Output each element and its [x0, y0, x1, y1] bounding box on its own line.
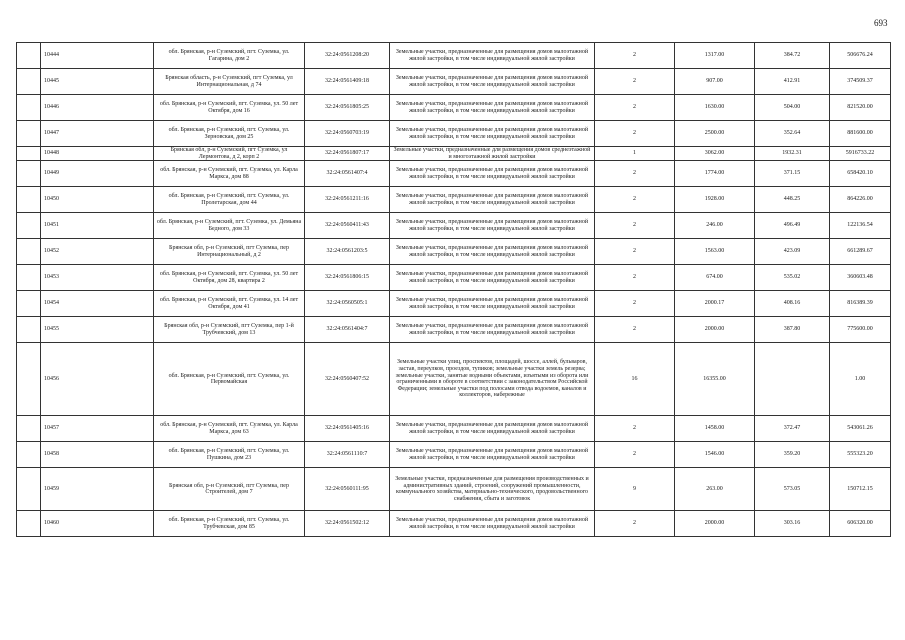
area-cell: 2000.17	[675, 291, 755, 317]
land-use-cell: Земельные участки, предназначенные для размещения домов малоэтажной жилой застройки, в том числе индивидуальной жилой застройки	[390, 43, 595, 69]
address-cell: обл. Брянская, р-н Суземский, пгт. Суземка, ул. Трубчевская, дом 85	[154, 511, 305, 537]
cadastral-number-cell: 32:24:0561405:16	[305, 416, 390, 442]
row-number-cell: 10454	[41, 291, 154, 317]
specific-value-cell	[755, 343, 830, 416]
row-number-cell: 10445	[41, 69, 154, 95]
use-group-cell: 2	[595, 95, 675, 121]
address-cell: обл. Брянская, р-н Суземский, пгт. Суземка, ул. Карла Маркса, дом 63	[154, 416, 305, 442]
land-use-cell: Земельные участки, предназначенные для размещения домов малоэтажной жилой застройки, в том числе индивидуальной жилой застройки	[390, 511, 595, 537]
address-cell: обл. Брянская, р-н Суземский, пгт. Суземка, ул. 14 лет Октября, дом 41	[154, 291, 305, 317]
area-cell: 1774.00	[675, 161, 755, 187]
use-group-cell: 2	[595, 213, 675, 239]
row-number-cell: 10449	[41, 161, 154, 187]
address-cell: Брянская обл, р-н Суземский, пгт Суземка, пер Интернациональный, д 2	[154, 239, 305, 265]
use-group-cell: 9	[595, 468, 675, 511]
row-spacer-cell	[17, 468, 41, 511]
use-group-cell: 16	[595, 343, 675, 416]
cadastral-number-cell: 32:24:0561502:12	[305, 511, 390, 537]
cadastral-number-cell: 32:24:0561806:15	[305, 265, 390, 291]
cadastral-value-cell: 864226.00	[830, 187, 891, 213]
specific-value-cell: 371.15	[755, 161, 830, 187]
row-spacer-cell	[17, 43, 41, 69]
row-number-cell: 10446	[41, 95, 154, 121]
row-spacer-cell	[17, 95, 41, 121]
land-use-cell: Земельные участки, предназначенные для размещения домов малоэтажной жилой застройки, в том числе индивидуальной жилой застройки	[390, 95, 595, 121]
row-number-cell: 10459	[41, 468, 154, 511]
row-spacer-cell	[17, 121, 41, 147]
land-use-cell: Земельные участки, предназначенные для размещения домов малоэтажной жилой застройки, в том числе индивидуальной жилой застройки	[390, 187, 595, 213]
table-row	[17, 95, 891, 121]
use-group-cell: 2	[595, 69, 675, 95]
row-spacer-cell	[17, 187, 41, 213]
use-group-cell: 2	[595, 239, 675, 265]
table-row	[17, 213, 891, 239]
table-body	[17, 43, 891, 537]
specific-value-cell: 412.91	[755, 69, 830, 95]
specific-value-cell: 423.09	[755, 239, 830, 265]
cadastral-value-cell: 122136.54	[830, 213, 891, 239]
cadastral-value-cell: 5916733.22	[830, 147, 891, 161]
specific-value-cell: 372.47	[755, 416, 830, 442]
land-use-cell: Земельные участки, предназначенные для размещения домов малоэтажной жилой застройки, в том числе индивидуальной жилой застройки	[390, 317, 595, 343]
use-group-cell: 2	[595, 43, 675, 69]
table-row	[17, 147, 891, 161]
row-number-cell: 10447	[41, 121, 154, 147]
land-use-cell: Земельные участки, предназначенные для размещения домов малоэтажной жилой застройки, в том числе индивидуальной жилой застройки	[390, 121, 595, 147]
row-number-cell: 10450	[41, 187, 154, 213]
area-cell: 1563.00	[675, 239, 755, 265]
land-use-cell: Земельные участки улиц, проспектов, площадей, шоссе, аллей, бульваров, застав, переулков, проездов, тупиков; земельные участки земель резерва; земельные участки, занятые водными объектами, изъятыми из оборота или ограниченными в обороте в соответствии с законодательством Российской Федерации; земельные участки под полосами отвода водоемов, каналов и коллекторов, набережные	[390, 343, 595, 416]
address-cell: Брянская область, р-н Суземский, пгт Суземка, ул Интернациональная, д 74	[154, 69, 305, 95]
cadastral-value-cell: 821520.00	[830, 95, 891, 121]
row-spacer-cell	[17, 161, 41, 187]
cadastral-value-cell: 1.00	[830, 343, 891, 416]
row-spacer-cell	[17, 511, 41, 537]
table-row	[17, 468, 891, 511]
table-row	[17, 121, 891, 147]
cadastral-number-cell: 32:24:0561409:18	[305, 69, 390, 95]
row-spacer-cell	[17, 265, 41, 291]
table-row	[17, 187, 891, 213]
use-group-cell: 2	[595, 317, 675, 343]
row-spacer-cell	[17, 69, 41, 95]
cadastral-number-cell: 32:24:0560407:52	[305, 343, 390, 416]
use-group-cell: 2	[595, 265, 675, 291]
specific-value-cell: 352.64	[755, 121, 830, 147]
cadastral-value-cell: 150712.15	[830, 468, 891, 511]
specific-value-cell: 448.25	[755, 187, 830, 213]
address-cell: обл. Брянская, р-н Суземский, пгт. Суземка, ул. Карла Маркса, дом 88	[154, 161, 305, 187]
cadastral-number-cell: 32:24:0561203:5	[305, 239, 390, 265]
cadastral-number-cell: 32:24:0561807:17	[305, 147, 390, 161]
address-cell: обл. Брянская, р-н Суземский, пгт. Суземка, ул. Гагарина, дом 2	[154, 43, 305, 69]
cadastral-number-cell: 32:24:0561211:16	[305, 187, 390, 213]
row-spacer-cell	[17, 343, 41, 416]
area-cell: 907.00	[675, 69, 755, 95]
table-row	[17, 43, 891, 69]
specific-value-cell: 303.16	[755, 511, 830, 537]
use-group-cell: 2	[595, 291, 675, 317]
area-cell: 16355.00	[675, 343, 755, 416]
row-number-cell: 10460	[41, 511, 154, 537]
row-number-cell: 10455	[41, 317, 154, 343]
row-spacer-cell	[17, 213, 41, 239]
specific-value-cell: 408.16	[755, 291, 830, 317]
area-cell: 263.00	[675, 468, 755, 511]
table-row	[17, 161, 891, 187]
cadastral-number-cell: 32:24:0561208:20	[305, 43, 390, 69]
row-number-cell: 10457	[41, 416, 154, 442]
specific-value-cell: 496.49	[755, 213, 830, 239]
area-cell: 1546.00	[675, 442, 755, 468]
area-cell: 2500.00	[675, 121, 755, 147]
specific-value-cell: 359.20	[755, 442, 830, 468]
table-row	[17, 69, 891, 95]
address-cell: обл. Брянская, р-н Суземский, пгт. Суземка, ул. Пушкина, дом 23	[154, 442, 305, 468]
land-use-cell: Земельные участки, предназначенные для размещения домов малоэтажной жилой застройки, в том числе индивидуальной жилой застройки	[390, 161, 595, 187]
address-cell: обл. Брянская, р-н Суземский, пгт. Суземка, ул. 50 лет Октября, дом 28, квартира 2	[154, 265, 305, 291]
land-use-cell: Земельные участки, предназначенные для размещения производственных и административных зданий, строений, сооружений промышленности, коммунального хозяйства, материально-технического, продовольственного снабжения, сбыта и заготовок	[390, 468, 595, 511]
land-use-cell: Земельные участки, предназначенные для размещения домов малоэтажной жилой застройки, в том числе индивидуальной жилой застройки	[390, 265, 595, 291]
use-group-cell: 1	[595, 147, 675, 161]
area-cell: 246.00	[675, 213, 755, 239]
specific-value-cell: 387.80	[755, 317, 830, 343]
area-cell: 1928.00	[675, 187, 755, 213]
row-spacer-cell	[17, 239, 41, 265]
cadastral-number-cell: 32:24:0560411:43	[305, 213, 390, 239]
specific-value-cell: 1932.31	[755, 147, 830, 161]
use-group-cell: 2	[595, 161, 675, 187]
row-spacer-cell	[17, 416, 41, 442]
cadastral-value-cell: 543061.26	[830, 416, 891, 442]
row-spacer-cell	[17, 147, 41, 161]
use-group-cell: 2	[595, 442, 675, 468]
area-cell: 1630.00	[675, 95, 755, 121]
cadastral-value-cell: 775600.00	[830, 317, 891, 343]
table-row	[17, 416, 891, 442]
land-use-cell: Земельные участки, предназначенные для размещения домов малоэтажной жилой застройки, в том числе индивидуальной жилой застройки	[390, 213, 595, 239]
cadastral-value-cell: 374509.37	[830, 69, 891, 95]
row-number-cell: 10453	[41, 265, 154, 291]
area-cell: 2000.00	[675, 317, 755, 343]
table-row	[17, 291, 891, 317]
cadastral-value-cell: 606320.00	[830, 511, 891, 537]
row-spacer-cell	[17, 291, 41, 317]
table-row	[17, 265, 891, 291]
cadastral-value-cell: 658420.10	[830, 161, 891, 187]
cadastral-number-cell: 32:24:0560505:1	[305, 291, 390, 317]
cadastral-number-cell: 32:24:0561404:7	[305, 317, 390, 343]
area-cell: 3062.00	[675, 147, 755, 161]
row-number-cell: 10444	[41, 43, 154, 69]
address-cell: обл. Брянская, р-н Суземский, пгт. Суземка, ул. 50 лет Октября, дом 16	[154, 95, 305, 121]
specific-value-cell: 535.02	[755, 265, 830, 291]
use-group-cell: 2	[595, 187, 675, 213]
use-group-cell: 2	[595, 511, 675, 537]
area-cell: 1317.00	[675, 43, 755, 69]
cadastral-value-cell: 555323.20	[830, 442, 891, 468]
address-cell: Брянская обл, р-н Суземский, пгт Суземка, ул Лермонтова, д 2, корп 2	[154, 147, 305, 161]
cadastral-number-cell: 32:24:0560111:95	[305, 468, 390, 511]
row-number-cell: 10456	[41, 343, 154, 416]
table-row	[17, 317, 891, 343]
land-use-cell: Земельные участки, предназначенные для размещения домов малоэтажной жилой застройки, в том числе индивидуальной жилой застройки	[390, 416, 595, 442]
cadastral-number-cell: 32:24:0561805:25	[305, 95, 390, 121]
cadastral-number-cell: 32:24:0561110:7	[305, 442, 390, 468]
address-cell: обл. Брянская, р-н Суземский, пгт. Суземка, ул. Первомайская	[154, 343, 305, 416]
address-cell: обл. Брянская, р-н Суземский, пгт. Суземка, ул. Зерновская, дом 25	[154, 121, 305, 147]
cadastral-number-cell: 32:24:0561407:4	[305, 161, 390, 187]
area-cell: 2000.00	[675, 511, 755, 537]
address-cell: обл. Брянская, р-н Суземский, пгт. Суземка, ул. Пролетарская, дом 44	[154, 187, 305, 213]
land-use-cell: Земельные участки, предназначенные для размещения домов малоэтажной жилой застройки, в том числе индивидуальной жилой застройки	[390, 239, 595, 265]
page-number: 693	[874, 18, 888, 28]
row-number-cell: 10452	[41, 239, 154, 265]
land-use-cell: Земельные участки, предназначенные для размещения домов малоэтажной жилой застройки, в том числе индивидуальной жилой застройки	[390, 291, 595, 317]
table-row	[17, 343, 891, 416]
specific-value-cell: 573.05	[755, 468, 830, 511]
address-cell: Брянская обл, р-н Суземский, пгт Суземка, пер Строителей, дом 7	[154, 468, 305, 511]
address-cell: Брянская обл, р-н Суземский, пгт Суземка, пер 1-й Трубчевский, дом 13	[154, 317, 305, 343]
row-number-cell: 10451	[41, 213, 154, 239]
cadastral-value-cell: 816389.39	[830, 291, 891, 317]
cadastral-number-cell: 32:24:0560703:19	[305, 121, 390, 147]
land-use-cell: Земельные участки, предназначенные для размещения домов среднеэтажной и многоэтажной жилой застройки	[390, 147, 595, 161]
area-cell: 1458.00	[675, 416, 755, 442]
specific-value-cell: 504.00	[755, 95, 830, 121]
area-cell: 674.00	[675, 265, 755, 291]
specific-value-cell: 384.72	[755, 43, 830, 69]
use-group-cell: 2	[595, 416, 675, 442]
address-cell: обл. Брянская, р-н Суземский, пгт. Суземка, ул. Демьяна Бедного, дом 33	[154, 213, 305, 239]
row-spacer-cell	[17, 317, 41, 343]
cadastral-value-cell: 661289.67	[830, 239, 891, 265]
row-spacer-cell	[17, 442, 41, 468]
cadastral-value-cell: 881600.00	[830, 121, 891, 147]
row-number-cell: 10448	[41, 147, 154, 161]
use-group-cell: 2	[595, 121, 675, 147]
table-row	[17, 442, 891, 468]
land-use-cell: Земельные участки, предназначенные для размещения домов малоэтажной жилой застройки, в том числе индивидуальной жилой застройки	[390, 69, 595, 95]
table-row	[17, 239, 891, 265]
land-valuation-table	[16, 42, 891, 537]
row-number-cell: 10458	[41, 442, 154, 468]
cadastral-value-cell: 506676.24	[830, 43, 891, 69]
cadastral-value-cell: 360603.48	[830, 265, 891, 291]
table-row	[17, 511, 891, 537]
land-use-cell: Земельные участки, предназначенные для размещения домов малоэтажной жилой застройки, в том числе индивидуальной жилой застройки	[390, 442, 595, 468]
